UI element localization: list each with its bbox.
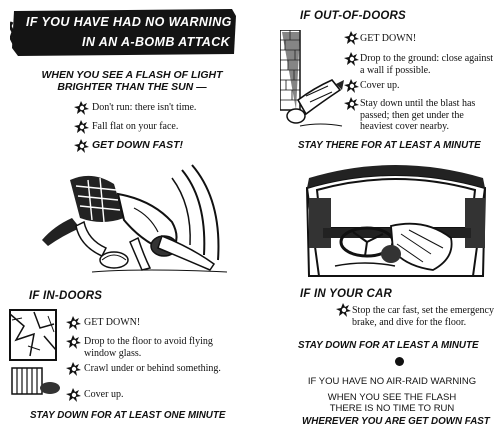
indoors-item-1: GET DOWN! bbox=[84, 317, 141, 328]
outdoors-item-2: Drop to the ground: close against a wall if possible. bbox=[360, 53, 494, 76]
flash-heading: WHEN YOU SEE A FLASH OF LIGHT BRIGHTER THAN THE SUN — bbox=[41, 69, 223, 93]
blast-bullet-icon bbox=[66, 334, 82, 350]
outdoors-footer: STAY THERE FOR AT LEAST A MINUTE bbox=[298, 140, 481, 151]
blast-bullet-icon bbox=[74, 100, 90, 116]
window-shelter-illustration bbox=[4, 306, 62, 402]
blast-bullet-icon bbox=[66, 361, 82, 377]
outdoors-item-4: Stay down until the blast has passed; then get under the heaviest cover nearby. bbox=[360, 98, 476, 132]
blast-bullet-icon bbox=[336, 302, 352, 318]
no-warning-line-1: IF YOU HAVE NO AIR-RAID WARNING bbox=[307, 376, 477, 387]
car-footer: STAY DOWN FOR AT LEAST A MINUTE bbox=[298, 340, 479, 351]
indoors-item-4: Cover up. bbox=[84, 389, 124, 400]
blast-bullet-icon bbox=[66, 315, 82, 331]
blast-bullet-icon bbox=[344, 30, 360, 46]
outdoors-item-3: Cover up. bbox=[360, 80, 400, 91]
car-interior-illustration bbox=[305, 158, 487, 280]
outdoors-heading: IF OUT-OF-DOORS bbox=[300, 10, 406, 22]
indoors-heading: IF IN-DOORS bbox=[29, 290, 103, 302]
blast-bullet-icon bbox=[74, 119, 90, 135]
banner bbox=[10, 8, 238, 58]
wall-shelter-illustration bbox=[280, 30, 346, 136]
no-warning-line-3: THERE IS NO TIME TO RUN bbox=[329, 403, 455, 414]
blast-bullet-icon bbox=[344, 51, 360, 67]
indoors-item-3: Crawl under or behind something. bbox=[84, 363, 221, 374]
blast-bullet-icon bbox=[344, 96, 360, 112]
no-warning-final: WHEREVER YOU ARE GET DOWN FAST bbox=[302, 416, 490, 427]
banner-line-1: IF YOU HAVE HAD NO WARNING bbox=[26, 15, 232, 29]
indoors-footer: STAY DOWN FOR AT LEAST ONE MINUTE bbox=[30, 410, 226, 421]
flash-item-1: Don't run: there isn't time. bbox=[92, 102, 197, 113]
dot-separator-icon bbox=[395, 357, 404, 366]
no-warning-line-2: WHEN YOU SEE THE FLASH bbox=[327, 392, 457, 403]
car-heading: IF IN YOUR CAR bbox=[300, 288, 393, 300]
outdoors-item-1: GET DOWN! bbox=[360, 33, 417, 44]
flash-item-3: GET DOWN FAST! bbox=[92, 139, 183, 151]
blast-bullet-icon bbox=[66, 387, 82, 403]
falling-person-illustration bbox=[32, 160, 232, 280]
banner-line-2: IN AN A-BOMB ATTACK bbox=[82, 35, 231, 49]
flash-item-2: Fall flat on your face. bbox=[92, 121, 179, 132]
car-item-1: Stop the car fast, set the emergency brake, and dive for the floor. bbox=[352, 305, 494, 328]
blast-bullet-icon bbox=[74, 138, 90, 154]
indoors-item-2: Drop to the floor to avoid flying window glass. bbox=[84, 336, 213, 359]
blast-bullet-icon bbox=[344, 78, 360, 94]
